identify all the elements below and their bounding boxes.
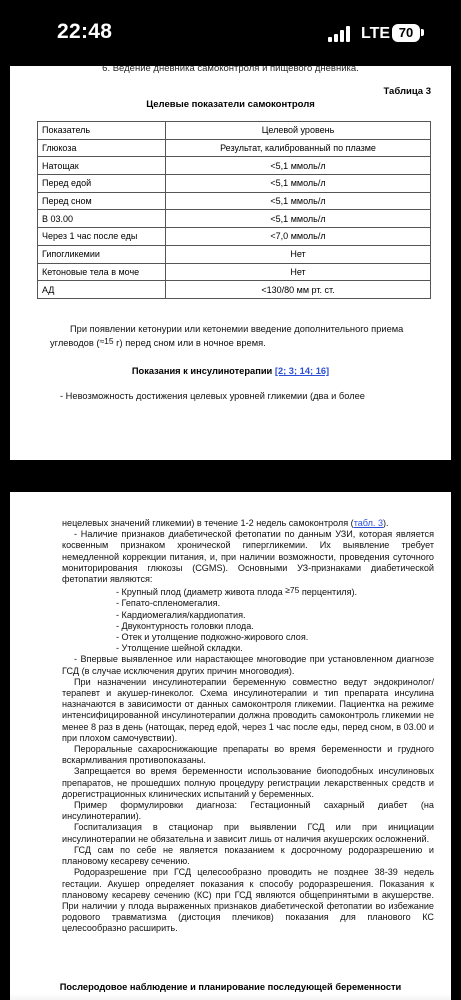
large-fetus-end: перцентиля).: [299, 587, 358, 598]
table-row: [38, 228, 431, 246]
page-2-text: [62, 518, 434, 935]
status-bar: [0, 0, 461, 66]
ketonuria-line-1: При появлении кетонурии или кетонемии введение дополнительного приема: [70, 324, 404, 334]
fetopathy-paragraph: - Наличие признаков диабетической фетопатии по данным УЗИ, которая является косвенным признаком хронической гипергликемии. Их выявление требует немедленной коррекции питания, и, при наличии возможности, проведения суточного мониторирования глюкозы (CGMS). Основными УЗ-признаками диабетической фетопатии являются:: [62, 529, 434, 585]
continuation-line: [62, 518, 434, 529]
table-row: [38, 122, 431, 140]
table-cell-indicator: Кетоновые тела в моче: [38, 263, 166, 281]
table-cell-target: Результат, калиброванный по плазме: [166, 139, 431, 157]
table-row: [38, 139, 431, 157]
list-item-edema: - Отек и утолщение подкожно-жирового слоя.: [116, 632, 309, 643]
table-cell-indicator: Гипогликемии: [38, 245, 166, 263]
diagnosis-example-paragraph: Пример формулировки диагноза: Гестационный сахарный диабет (на инсулинотерапии).: [62, 800, 434, 822]
prescription-paragraph: При назначении инсулинотерапии беременную совместно ведут эндокринолог/терапевт и акушер-гинеколог. Схема инсулинотерапии и тип препарата инсулина назначаются в зависимости от данных самоконтроля гликемии. Пациентка на режиме интенсифицированной инсулинотерапии должна проводить самоконтроль гликемии не менее 8 раз в день (натощак, перед едой, через 1 час после еды, перед сном, в 03.00 и при плохом самочувствии).: [62, 676, 434, 743]
table-row: [38, 263, 431, 281]
table-cell-target: <5,1 ммоль/л: [166, 175, 431, 193]
table-label: Таблица 3: [383, 86, 431, 97]
signal-icon: [328, 26, 354, 42]
battery-tip: [421, 29, 424, 36]
ketonuria-paragraph: [50, 323, 435, 350]
bullet-first: - Невозможность достижения целевых уровней гликемии (два и более: [60, 391, 365, 401]
table-cell-target: <7,0 ммоль/л: [166, 228, 431, 246]
polyhydramnios-paragraph: - Впервые выявленное или нарастающее многоводие при установленном диагнозе ГСД (в случае исключения других причин многоводия).: [62, 654, 434, 676]
table-cell-target: <130/80 мм рт. ст.: [166, 281, 431, 299]
oral-drugs-paragraph: Пероральные сахароснижающие препараты во время беременности и грудного вскармливания противопоказаны.: [62, 744, 434, 766]
delivery-paragraph: Родоразрешение при ГСД целесообразно проводить не позднее 38-39 недель гестации. Акушер определяет показания к способу родоразрешения. Показания к плановому кесареву сечению (КС) при ГСД являются общепринятыми в акушерстве. При наличии у плода выраженных признаков диабетической фетопатии во избежание родового травматизма (дистоция плечиков) показания для планового КС целесообразно расширить.: [62, 867, 434, 934]
table-cell-indicator: АД: [38, 281, 166, 299]
continuation-text: нецелевых значений гликемии) в течение 1-2 недель самоконтроля (: [62, 518, 354, 528]
ketonuria-line-2-a: углеводов (: [50, 338, 100, 349]
table-3-link[interactable]: табл. 3: [353, 518, 384, 528]
table-cell-target: Целевой уровень: [166, 122, 431, 140]
ref-link-16[interactable]: ; 16]: [310, 366, 330, 376]
table-cell-indicator: Через 1 час после еды: [38, 228, 166, 246]
table-row: [38, 210, 431, 228]
insulin-heading: [10, 366, 451, 376]
continuation-end: ).: [383, 518, 389, 528]
postpartum-heading: Послеродовое наблюдение и планирование последующей беременности: [59, 982, 402, 992]
table-cell-target: <5,1 ммоль/л: [166, 192, 431, 210]
battery-icon: 70: [392, 24, 420, 42]
percentile-value: ≥75: [285, 585, 300, 596]
targets-table: [37, 121, 431, 299]
table-cell-indicator: Натощак: [38, 157, 166, 175]
table-cell-target: <5,1 ммоль/л: [166, 157, 431, 175]
list-item-large-fetus: [62, 585, 434, 598]
network-type: LTE: [361, 25, 391, 42]
ketonuria-line-2-b: г) перед сном или в ночное время.: [113, 338, 266, 349]
table-cell-target: Нет: [166, 245, 431, 263]
table-cell-target: <5,1 ммоль/л: [166, 210, 431, 228]
list-item-neck-fold: - Утолщение шейной складки.: [116, 643, 243, 654]
table-row: [38, 245, 431, 263]
insulin-heading-text: Показания к инсулинотерапии: [131, 366, 275, 376]
document-page-1: [10, 66, 451, 460]
table-cell-indicator: Глюкоза: [38, 139, 166, 157]
list-item-cardiomegaly: - Кардиомегалия/кардиопатия.: [116, 609, 246, 620]
table-cell-indicator: В 03.00: [38, 210, 166, 228]
table-row: [38, 281, 431, 299]
page-edge: [10, 994, 451, 1000]
table-cell-target: Нет: [166, 263, 431, 281]
ref-link-2[interactable]: [2: [274, 366, 284, 376]
ref-link-14[interactable]: ; 14: [293, 366, 311, 376]
table-cell-indicator: Перед сном: [38, 192, 166, 210]
ref-link-3[interactable]: ; 3: [283, 366, 294, 376]
biosimilar-paragraph: Запрещается во время беременности использование биоподобных инсулиновых препаратов, не прошедших полную процедуру регистрации лекарственных средств и дорегистрационных клинических испытаний у беременных.: [62, 766, 434, 799]
list-item-double-contour: - Двуконтурность головки плода.: [116, 620, 254, 631]
table-cell-indicator: Перед едой: [38, 175, 166, 193]
cut-off-line: 6. Ведение дневника самоконтроля и пищевого дневника.: [102, 66, 359, 74]
hospitalization-paragraph: Госпитализация в стационар при выявлении ГСД или при инициации инсулинотерапии не обязательна и зависит лишь от наличия акушерских осложнений.: [62, 822, 434, 844]
approx-value: ≈15: [99, 336, 114, 347]
large-fetus-text: - Крупный плод (диаметр живота плода: [116, 587, 286, 598]
table-row: [38, 192, 431, 210]
table-row: [38, 157, 431, 175]
list-item-hepatosplenomegaly: - Гепато-спленомегалия.: [116, 598, 221, 609]
gsd-paragraph: ГСД сам по себе не является показанием к досрочному родоразрешению и плановому кесареву сечению.: [62, 844, 434, 867]
table-cell-indicator: Показатель: [38, 122, 166, 140]
table-title: Целевые показатели самоконтроля: [146, 99, 315, 110]
document-page-2: [10, 492, 451, 1000]
table-row: [38, 175, 431, 193]
ketonuria-line-2: [50, 335, 435, 349]
status-time: 22:48: [57, 20, 113, 43]
